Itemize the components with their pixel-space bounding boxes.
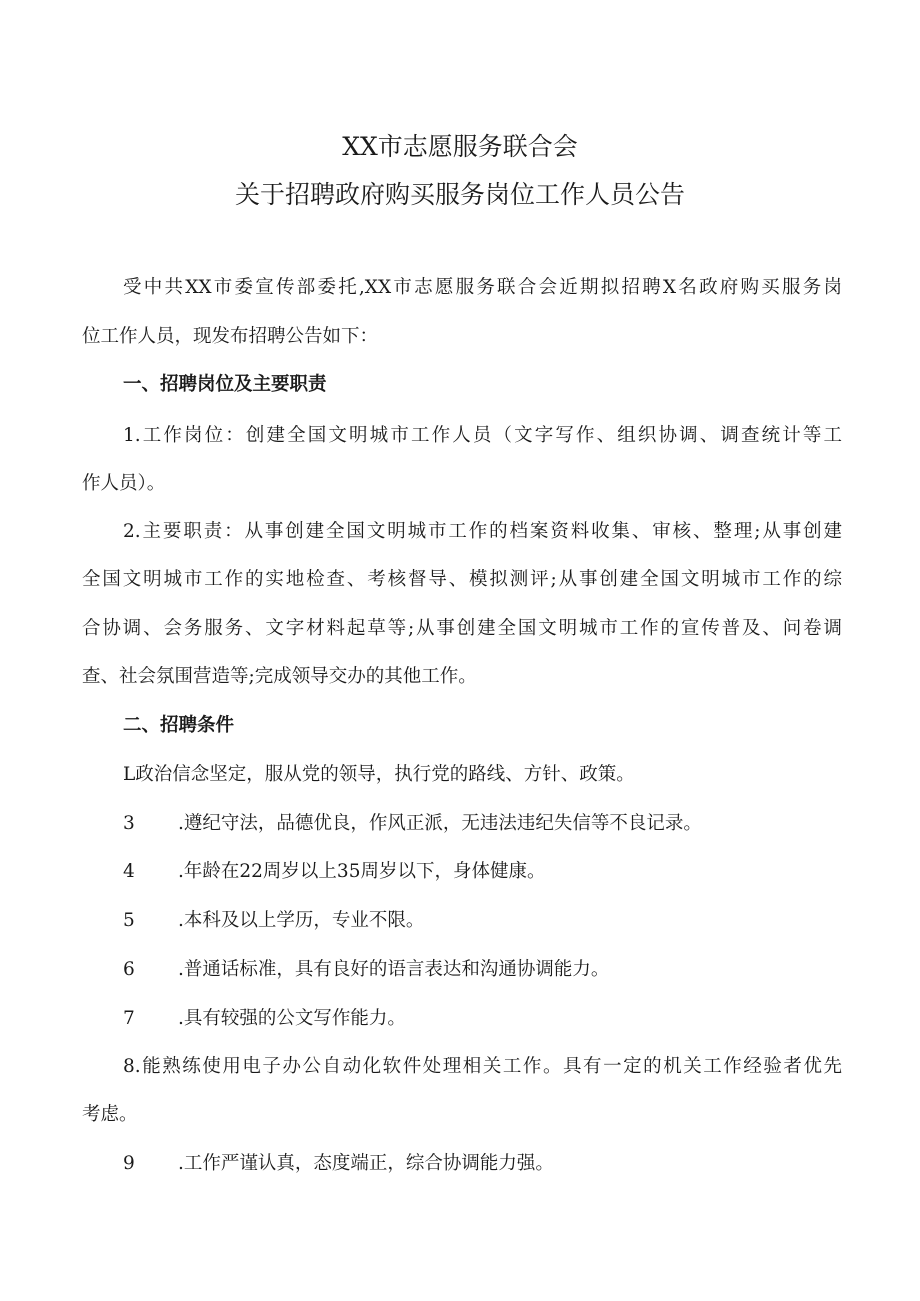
title-line-1: XX市志愿服务联合会 — [342, 132, 578, 161]
condition-6-text: .普通话标准，具有良好的语言表达和沟通协调能力。 — [178, 959, 610, 980]
condition-9 — [123, 1152, 842, 1176]
condition-3-number: 3 — [123, 813, 135, 834]
condition-1: L政治信念坚定，服从党的领导，执行党的路线、方针、政策。 — [123, 764, 635, 785]
section1-item2-line2: 全国文明城市工作的实地检查、考核督导、模拟测评;从事创建全国文明城市工作的综 — [82, 569, 842, 590]
intro-line-1: 受中共XX市委宣传部委托,XX市志愿服务联合会近期拟招聘X名政府购买服务岗 — [123, 277, 842, 298]
condition-8-line1: 8.能熟练使用电子办公自动化软件处理相关工作。具有一定的机关工作经验者优先 — [123, 1056, 842, 1077]
section1-heading: 一、招聘岗位及主要职责 — [123, 374, 327, 395]
section1-item1-line2: 作人员）。 — [82, 473, 166, 494]
condition-7-text: .具有较强的公文写作能力。 — [178, 1008, 406, 1029]
condition-4-number: 4 — [123, 861, 135, 882]
title-line-2: 关于招聘政府购买服务岗位工作人员公告 — [234, 180, 685, 209]
condition-7 — [123, 1007, 842, 1031]
condition-7-number: 7 — [123, 1008, 135, 1029]
condition-6 — [123, 958, 842, 982]
condition-9-text: .工作严谨认真，态度端正，综合协调能力强。 — [178, 1153, 554, 1174]
condition-3 — [123, 812, 842, 836]
condition-5-number: 5 — [123, 910, 135, 931]
condition-4 — [123, 860, 842, 884]
condition-9-number: 9 — [123, 1153, 135, 1174]
condition-6-number: 6 — [123, 959, 135, 980]
section1-item1-line1: 1.工作岗位：创建全国文明城市工作人员（文字写作、组织协调、调查统计等工 — [123, 425, 842, 446]
section2-heading: 二、招聘条件 — [123, 715, 235, 736]
condition-4-text: .年龄在22周岁以上35周岁以下，身体健康。 — [178, 861, 546, 882]
section1-item2-line4: 查、社会氛围营造等;完成领导交办的其他工作。 — [82, 666, 477, 687]
condition-8-line2: 考虑。 — [82, 1104, 138, 1125]
section1-item2-line1: 2.主要职责：从事创建全国文明城市工作的档案资料收集、审核、整理;从事创建 — [123, 521, 842, 542]
section1-item2-line3: 合协调、会务服务、文字材料起草等;从事创建全国文明城市工作的宣传普及、问卷调 — [82, 618, 842, 639]
condition-3-text: .遵纪守法，品德优良，作风正派，无违法违纪失信等不良记录。 — [178, 813, 702, 834]
intro-line-2: 位工作人员，现发布招聘公告如下： — [82, 326, 379, 347]
condition-5 — [123, 909, 842, 933]
condition-5-text: .本科及以上学历，专业不限。 — [178, 910, 425, 931]
